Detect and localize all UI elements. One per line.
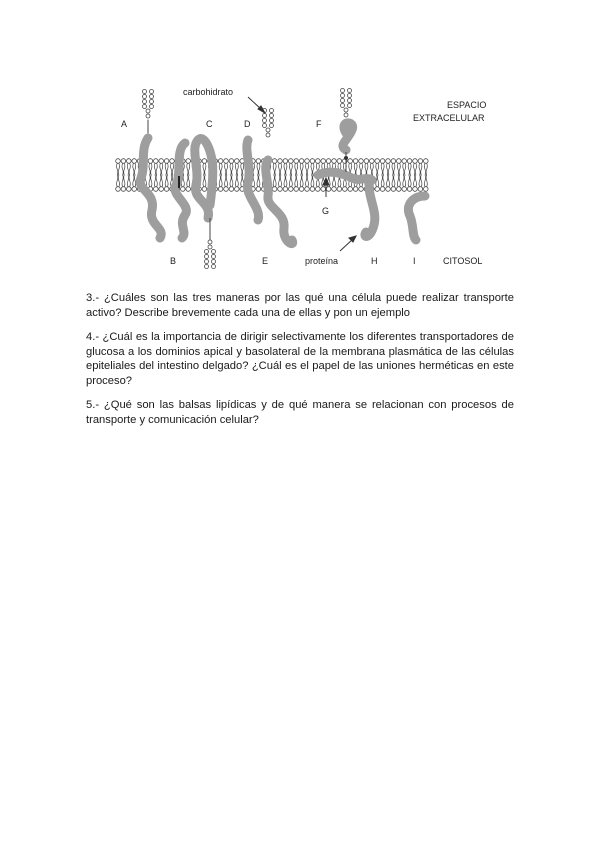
- lipid-bottom: [375, 175, 380, 192]
- lipid-bottom: [278, 175, 283, 192]
- lipid-bottom: [424, 175, 429, 192]
- lipid-bottom: [294, 175, 299, 192]
- lipid-bottom: [127, 175, 132, 192]
- lipid-top: [164, 159, 169, 176]
- lipid-top: [359, 159, 364, 176]
- lipid-top: [424, 159, 429, 176]
- label-e: E: [262, 256, 269, 266]
- lipid-bottom: [229, 175, 234, 192]
- protein-i: [408, 196, 425, 240]
- question-5: [86, 398, 514, 427]
- lipid-top: [202, 159, 207, 176]
- lipid-bottom: [159, 175, 164, 192]
- lipid-top: [132, 159, 137, 176]
- lipid-top: [353, 159, 358, 176]
- lipid-top: [397, 159, 402, 176]
- lipid-top: [256, 159, 261, 176]
- lipid-bottom: [164, 175, 169, 192]
- lipid-bottom: [283, 175, 288, 192]
- lipid-top: [116, 159, 121, 176]
- lipid-top: [235, 159, 240, 176]
- lipid-top: [375, 159, 380, 176]
- question-4: [86, 330, 514, 388]
- lipid-bottom: [256, 175, 261, 192]
- question-3: [86, 291, 514, 320]
- lipid-top: [370, 159, 375, 176]
- lipid-top: [121, 159, 126, 176]
- lipid-bottom: [305, 175, 310, 192]
- lipid-bottom: [272, 175, 277, 192]
- lipid-bottom: [332, 175, 337, 192]
- lipid-top: [127, 159, 132, 176]
- label-extracelular: EXTRACELULAR: [413, 113, 485, 123]
- lipid-bottom: [224, 175, 229, 192]
- label-b: B: [170, 256, 177, 266]
- lipid-bottom: [289, 175, 294, 192]
- glycan-f: [341, 89, 352, 118]
- lipid-bottom: [397, 175, 402, 192]
- lipid-top: [380, 159, 385, 176]
- lipid-top: [272, 159, 277, 176]
- lipid-top: [364, 159, 369, 176]
- lipid-bottom: [413, 175, 418, 192]
- lipid-bottom: [121, 175, 126, 192]
- lipid-bottom: [418, 175, 423, 192]
- label-h: H: [371, 256, 378, 266]
- glycan-b: [205, 240, 216, 269]
- lipid-bottom: [391, 175, 396, 192]
- label-a: A: [121, 119, 128, 129]
- question-5-text: 5.- ¿Qué son las balsas lipídicas y de qué manera se relacionan con procesos de transporte y comunicación celular?: [86, 399, 514, 426]
- label-g: G: [322, 206, 330, 216]
- question-4-text: 4.- ¿Cuál es la importancia de dirigir selectivamente los diferentes transportadores de glucosa a los dominios apical y basolateral de la membrana plasmática de las células epiteliales del intestino delgado? ¿Cuál es el papel de las uniones herméticas en este proceso?: [86, 331, 514, 387]
- protein-h: [365, 180, 375, 236]
- lipid-bottom: [386, 175, 391, 192]
- lipid-bottom: [299, 175, 304, 192]
- lipid-top: [218, 159, 223, 176]
- label-citosol: CITOSOL: [443, 256, 483, 266]
- lipid-top: [310, 159, 315, 176]
- label-carbohidrato: carbohidrato: [183, 87, 234, 97]
- lipid-bottom: [380, 175, 385, 192]
- lipid-bottom: [186, 175, 191, 192]
- lipid-bottom: [116, 175, 121, 192]
- protein-f: [343, 123, 353, 150]
- anchor-bar: [178, 176, 180, 188]
- lipid-bottom: [407, 175, 412, 192]
- lipid-top: [224, 159, 229, 176]
- lipid-bottom: [402, 175, 407, 192]
- lipid-top: [289, 159, 294, 176]
- lipid-anchor-dot: [344, 156, 348, 160]
- membrane-protein-figure: [0, 0, 599, 290]
- lipid-top: [186, 159, 191, 176]
- lipid-top: [170, 159, 175, 176]
- lipid-top: [305, 159, 310, 176]
- lipid-top: [386, 159, 391, 176]
- question-3-text: 3.- ¿Cuáles son las tres maneras por las qué una célula puede realizar transporte activo? Describe brevemente cada una de ellas y pon un ejemplo: [86, 292, 514, 319]
- lipid-top: [402, 159, 407, 176]
- lipid-top: [278, 159, 283, 176]
- lipid-bottom: [202, 175, 207, 192]
- lipid-top: [418, 159, 423, 176]
- label-d: D: [244, 119, 251, 129]
- label-c: C: [206, 119, 213, 129]
- lipid-top: [391, 159, 396, 176]
- lipid-top: [148, 159, 153, 176]
- lipid-top: [413, 159, 418, 176]
- lipid-top: [294, 159, 299, 176]
- membrane-proteins: [140, 120, 425, 244]
- lipid-top: [159, 159, 164, 176]
- label-proteina: proteína: [305, 256, 339, 266]
- protein-e: [266, 160, 293, 244]
- lipid-top: [407, 159, 412, 176]
- lipid-bottom: [310, 175, 315, 192]
- label-espacio: ESPACIO: [447, 100, 487, 110]
- lipid-bottom: [218, 175, 223, 192]
- lipid-bottom: [154, 175, 159, 192]
- lipid-top: [299, 159, 304, 176]
- lipid-top: [229, 159, 234, 176]
- lipid-bottom: [235, 175, 240, 192]
- label-f: F: [316, 119, 322, 129]
- protein-d: [247, 140, 259, 220]
- lipid-top: [283, 159, 288, 176]
- label-i: I: [413, 256, 416, 266]
- lipid-top: [154, 159, 159, 176]
- glycan-a: [143, 90, 154, 119]
